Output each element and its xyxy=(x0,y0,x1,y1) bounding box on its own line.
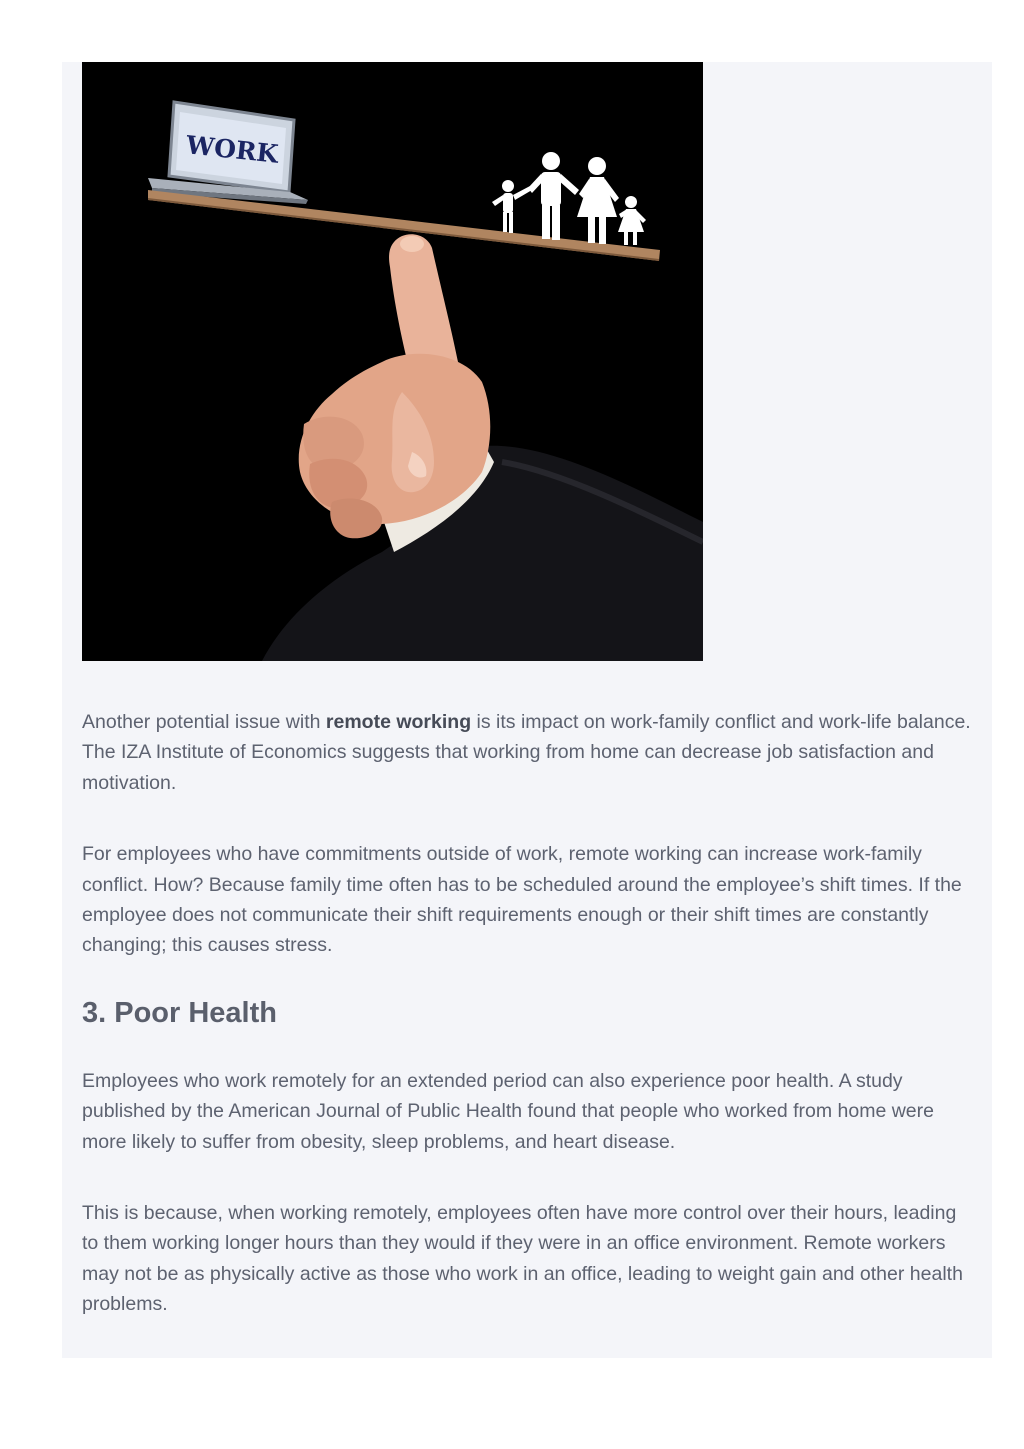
work-life-balance-illustration xyxy=(82,62,703,661)
article-content xyxy=(82,707,972,1320)
hero-image xyxy=(82,62,703,661)
section-heading-poor-health: 3. Poor Health xyxy=(82,996,277,1029)
paragraph-poor-health-study: Employees who work remotely for an extended period can also experience poor health. A study published by the American Journal of Public Health found that people who worked from home were more likely to suffer from obesity, sleep problems, and heart disease. xyxy=(82,1069,934,1153)
bold-phrase-remote-working: remote working xyxy=(325,711,472,733)
paragraph-work-family-conflict: For employees who have commitments outside of work, remote working can increase work-family conflict. How? Because family time often has to be scheduled around the employee’s shift times. If the employee does not communicate their shift requirements enough or their shift times are constantly changing; this causes stress. xyxy=(82,843,962,957)
paragraph-text: Another potential issue with xyxy=(82,711,326,733)
paragraph-longer-hours: This is because, when working remotely, employees often have more control over their hours, leading to them working longer hours than they would if they were in an office environment. Remote workers may not be as physically active as those who work in an office, leading to weight gain and other health problems. xyxy=(82,1202,963,1316)
family-icon xyxy=(492,152,646,245)
article-card xyxy=(62,62,992,1358)
paragraph-text: is its impact on work-family conflict and work-life balance. The IZA Institute of Economics suggests that working from home can decrease job satisfaction and motivation. xyxy=(82,711,971,794)
laptop-screen-text: WORK xyxy=(184,130,280,169)
laptop-icon xyxy=(148,102,308,204)
pointing-hand xyxy=(299,234,491,538)
paragraph-remote-working-impact xyxy=(82,707,972,798)
